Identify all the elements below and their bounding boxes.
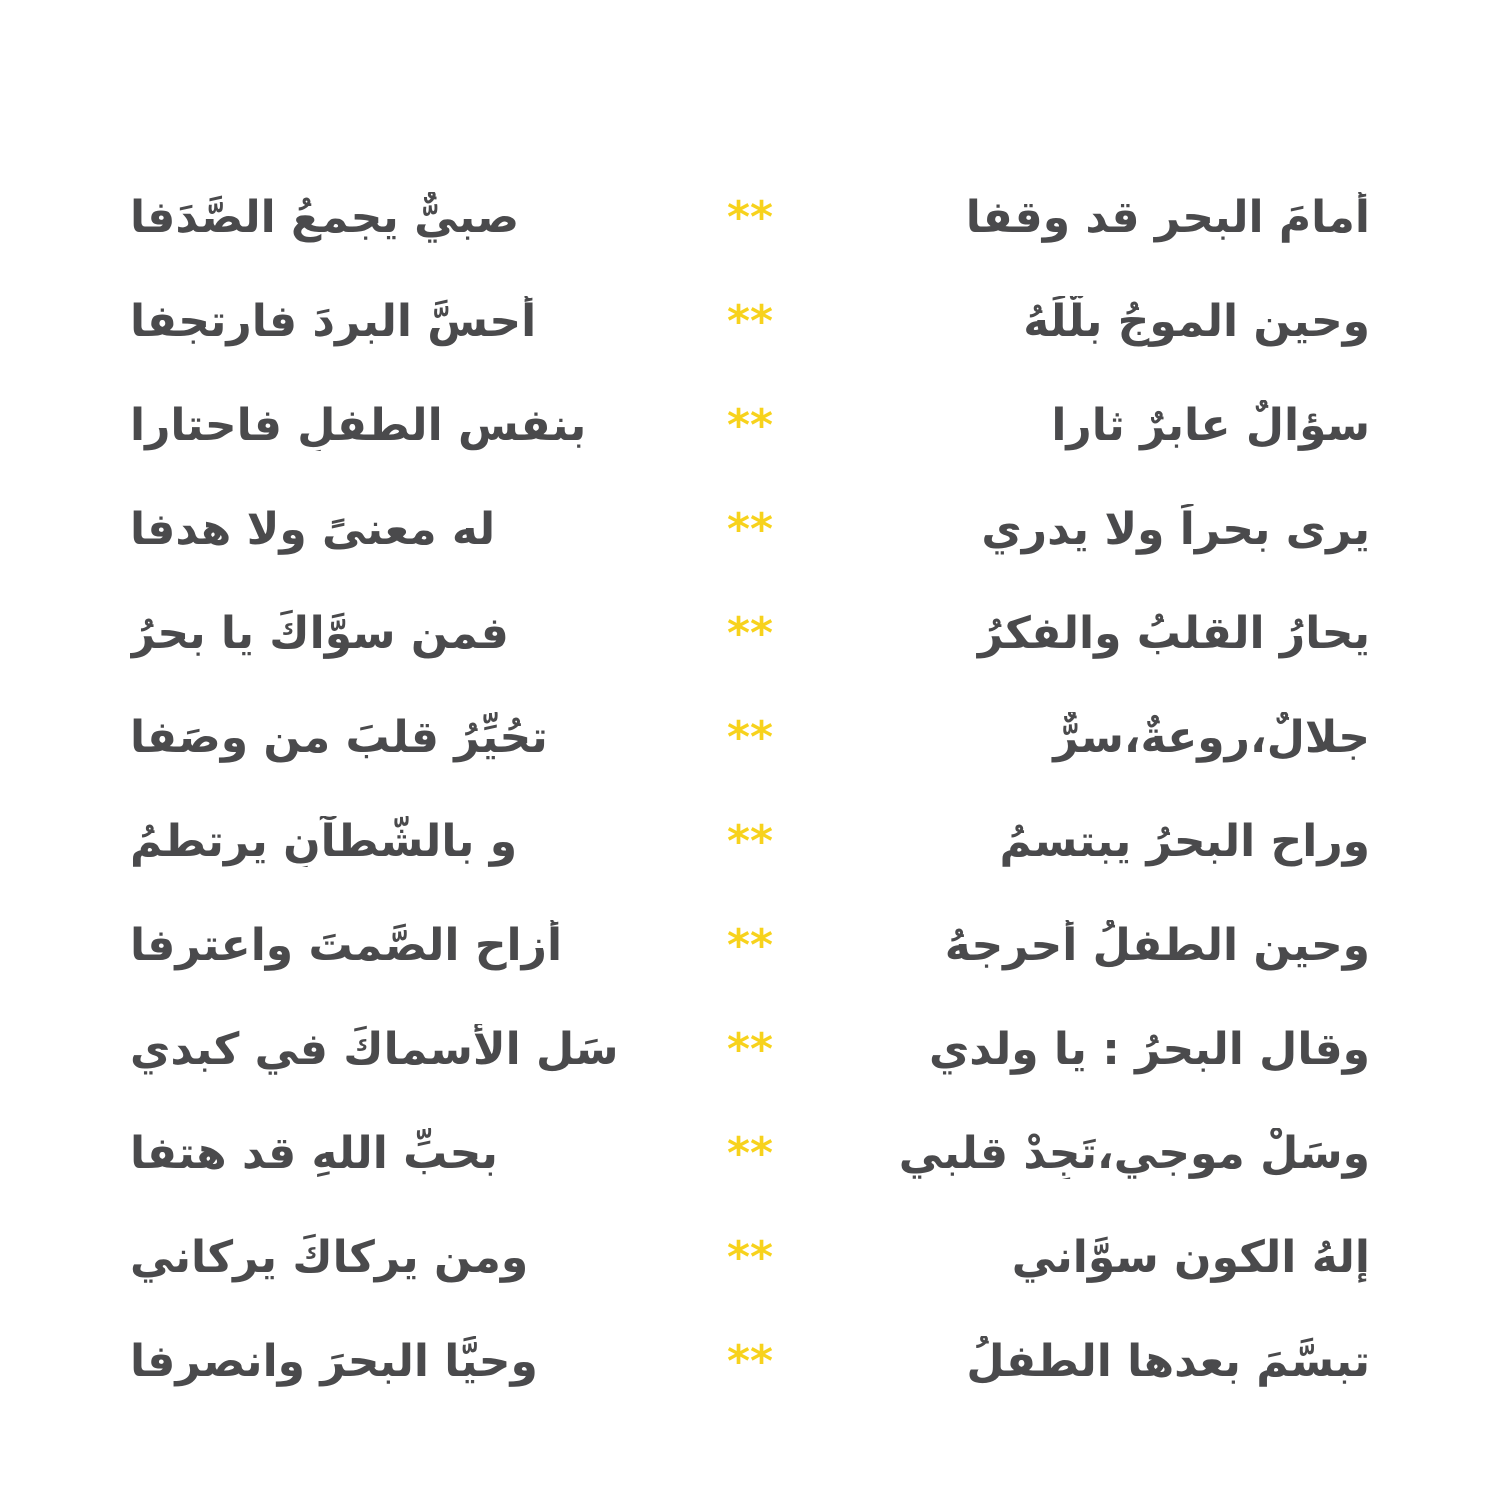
verse-3-separator: ** xyxy=(726,399,774,451)
verse-1-first-hemistich: أمامَ البحر قد وقفا xyxy=(965,191,1370,243)
verse-4-separator: ** xyxy=(726,503,774,555)
verse-1-second-hemistich: صبيٌّ يجمعُ الصَّدَفا xyxy=(130,191,520,243)
verse-8 xyxy=(130,893,1370,997)
verse-9-separator: ** xyxy=(726,1023,774,1075)
verse-5-separator: ** xyxy=(726,607,774,659)
verse-2-first-hemistich: وحين الموجُ بلَّلَهُ xyxy=(1023,295,1370,347)
poem xyxy=(130,165,1370,1413)
verse-2 xyxy=(130,269,1370,373)
verse-10-first-hemistich: وسَلْ موجي،تَجِدْ قلبي xyxy=(898,1127,1370,1179)
verse-4 xyxy=(130,477,1370,581)
verse-6-separator: ** xyxy=(726,711,774,763)
verse-7 xyxy=(130,789,1370,893)
verse-8-first-hemistich: وحين الطفلُ أحرجهُ xyxy=(944,919,1370,971)
verse-5-first-hemistich: يحارُ القلبُ والفكرُ xyxy=(977,607,1370,659)
verse-5-second-hemistich: فمن سوَّاكَ يا بحرُ xyxy=(130,607,509,659)
verse-12-first-hemistich: تبسَّمَ بعدها الطفلُ xyxy=(966,1335,1370,1387)
verse-1-separator: ** xyxy=(726,191,774,243)
verse-3 xyxy=(130,373,1370,477)
verse-2-second-hemistich: أحسَّ البردَ فارتجفا xyxy=(130,295,537,347)
verse-6-first-hemistich: جلالٌ،روعةٌ،سرٌّ xyxy=(1053,711,1370,763)
verse-7-second-hemistich: و بالشُّطآنِ يرتطمُ xyxy=(130,815,518,867)
verse-12-separator: ** xyxy=(726,1335,774,1387)
verse-9-second-hemistich: سَل الأسماكَ في كبدي xyxy=(130,1023,619,1075)
verse-10-second-hemistich: بحبِّ اللهِ قد هتفا xyxy=(130,1127,498,1179)
verse-5 xyxy=(130,581,1370,685)
verse-4-first-hemistich: يرى بحراً ولا يدري xyxy=(981,503,1370,555)
verse-11-separator: ** xyxy=(726,1231,774,1283)
verse-1 xyxy=(130,165,1370,269)
verse-10 xyxy=(130,1101,1370,1205)
verse-8-second-hemistich: أزاح الصَّمتَ واعترفا xyxy=(130,919,563,971)
verse-9-first-hemistich: وقال البحرُ : يا ولدي xyxy=(928,1023,1370,1075)
verse-4-second-hemistich: له معنىً ولا هدفا xyxy=(130,503,496,555)
verse-3-first-hemistich: سؤالٌ عابرٌ ثارا xyxy=(1051,399,1370,451)
verse-7-first-hemistich: وراح البحرُ يبتسمُ xyxy=(999,815,1370,867)
verse-11-second-hemistich: ومن يركاكَ يركاني xyxy=(130,1231,529,1283)
verse-6 xyxy=(130,685,1370,789)
verse-6-second-hemistich: تحُيِّرُ قلبَ من وصَفا xyxy=(130,711,548,763)
verse-7-separator: ** xyxy=(726,815,774,867)
verse-9 xyxy=(130,997,1370,1101)
verse-2-separator: ** xyxy=(726,295,774,347)
verse-12-second-hemistich: وحيَّا البحرَ وانصرفا xyxy=(130,1335,538,1387)
verse-12 xyxy=(130,1309,1370,1413)
verse-11 xyxy=(130,1205,1370,1309)
verse-3-second-hemistich: بنفس الطفلِ فاحتارا xyxy=(130,399,587,451)
verse-11-first-hemistich: إلهُ الكون سوَّاني xyxy=(1011,1231,1370,1283)
verse-8-separator: ** xyxy=(726,919,774,971)
verse-10-separator: ** xyxy=(726,1127,774,1179)
